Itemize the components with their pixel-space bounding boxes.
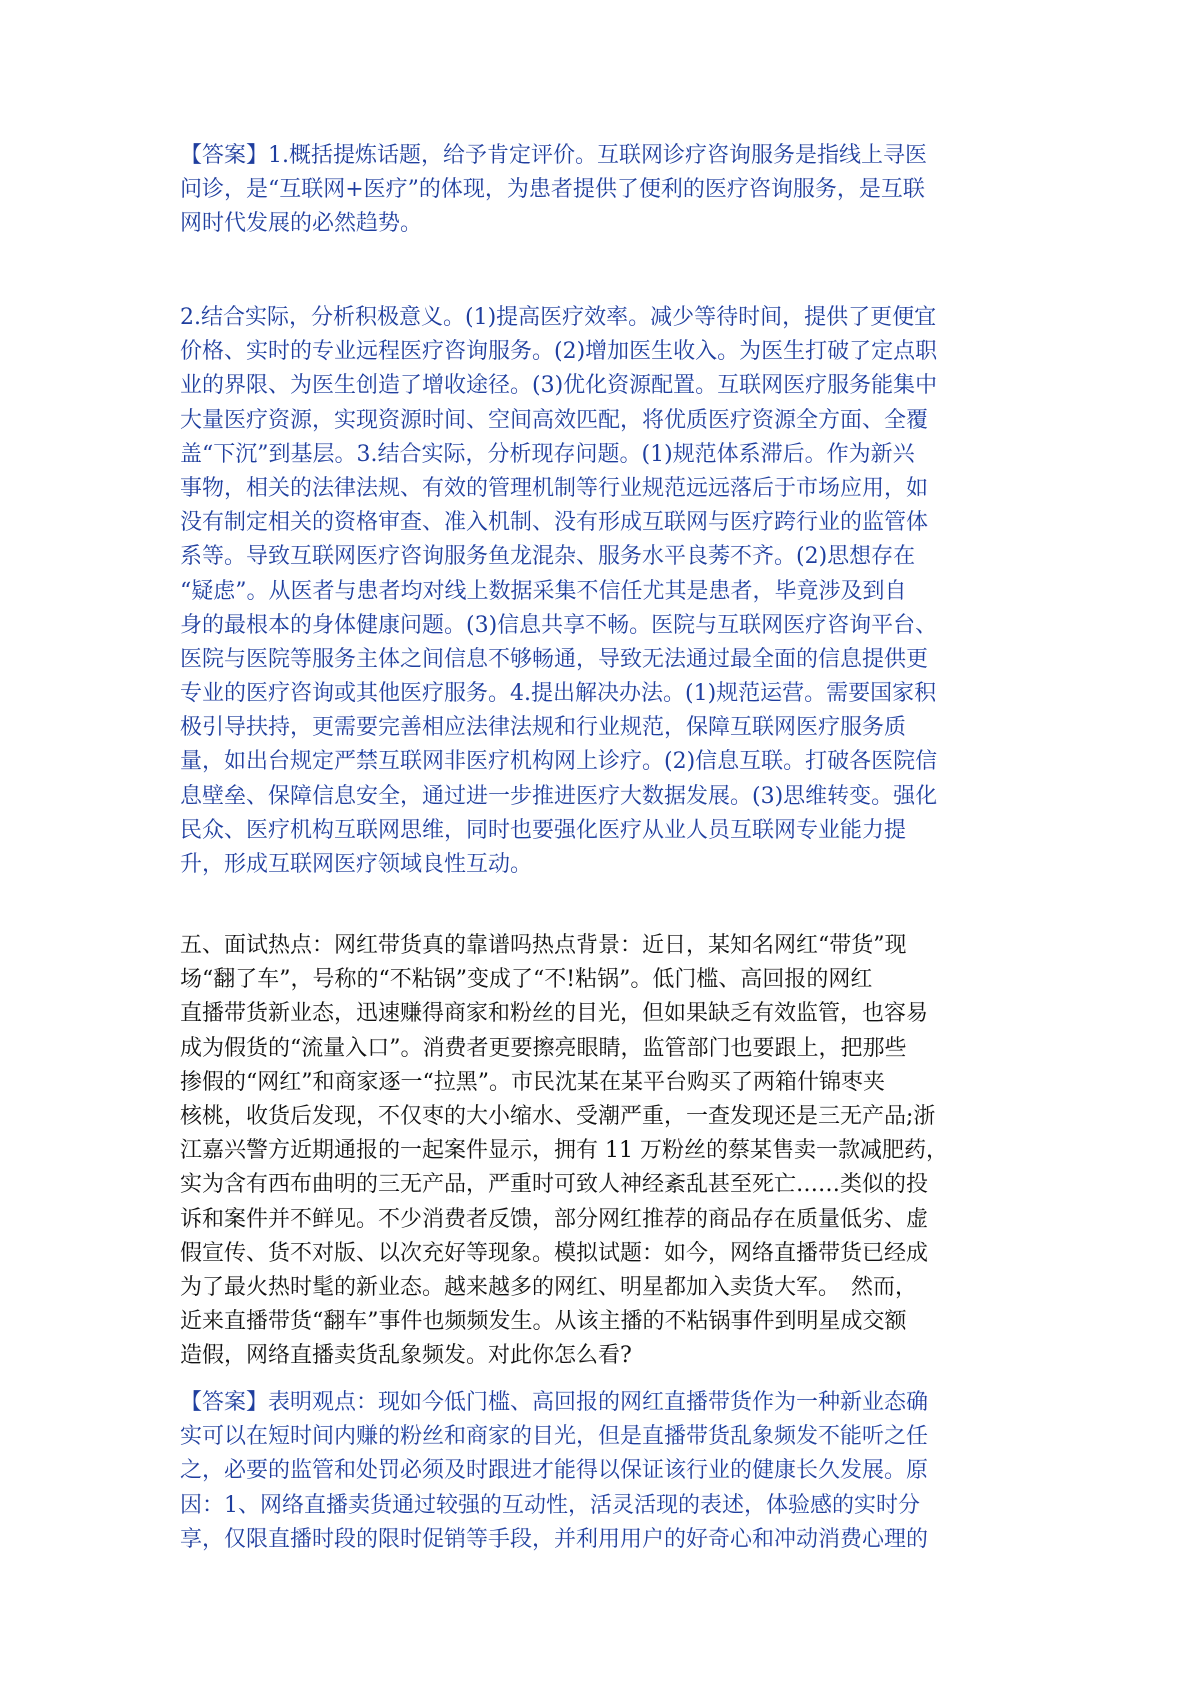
text-line: 息壁垒、保障信息安全，通过进一步推进医疗大数据发展。(3)思维转变。强化 bbox=[180, 783, 938, 809]
text-line: 掺假的“网红”和商家逐一“拉黑”。市民沈某在某平台购买了两箱什锦枣夹 bbox=[180, 1069, 885, 1095]
text-line: 成为假货的“流量入口”。消费者更要擦亮眼睛，监管部门也要跟上，把那些 bbox=[180, 1035, 907, 1061]
text-line: 网时代发展的必然趋势。 bbox=[180, 211, 423, 237]
text-line: 盖“下沉”到基层。3.结合实际，分析现存问题。(1)规范体系滞后。作为新兴 bbox=[180, 441, 915, 467]
text-line: 民众、医疗机构互联网思维，同时也要强化医疗从业人员互联网专业能力提 bbox=[180, 817, 907, 843]
text-line: 专业的医疗咨询或其他医疗服务。4.提出解决办法。(1)规范运营。需要国家积 bbox=[180, 681, 937, 707]
text-line: 价格、实时的专业远程医疗咨询服务。(2)增加医生收入。为医生打破了定点职 bbox=[180, 339, 938, 365]
question-section-5 bbox=[180, 929, 1060, 1373]
text-line: 量，如出台规定严禁互联网非医疗机构网上诊疗。(2)信息互联。打破各医院信 bbox=[180, 749, 938, 775]
text-line: 五、面试热点：网红带货真的靠谱吗热点背景：近日，某知名网红“带货”现 bbox=[180, 933, 907, 958]
text-line: 享，仅限直播时段的限时促销等手段，并利用用户的好奇心和冲动消费心理的 bbox=[180, 1526, 929, 1552]
text-line: 直播带货新业态，迅速赚得商家和粉丝的目光，但如果缺乏有效监管，也容易 bbox=[180, 1001, 929, 1027]
text-line: 2.结合实际，分析积极意义。(1)提高医疗效率。减少等待时间，提供了更便宜 bbox=[180, 305, 937, 330]
text-line: 【答案】1.概括提炼话题，给予肯定评价。互联网诊疗咨询服务是指线上寻医 bbox=[180, 143, 927, 168]
text-line: 因：1、网络直播卖货通过较强的互动性，活灵活现的表述，体验感的实时分 bbox=[180, 1492, 920, 1518]
text-line: 系等。导致互联网医疗咨询服务鱼龙混杂、服务水平良莠不齐。(2)思想存在 bbox=[180, 544, 916, 570]
text-line: 大量医疗资源，实现资源时间、空间高效匹配，将优质医疗资源全方面、全覆 bbox=[180, 407, 929, 433]
text-line: 没有制定相关的资格审查、准入机制、没有形成互联网与医疗跨行业的监管体 bbox=[180, 510, 929, 536]
text-line: 业的界限、为医生创造了增收途径。(3)优化资源配置。互联网医疗服务能集中 bbox=[180, 373, 938, 399]
text-line: 实为含有西布曲明的三无产品，严重时可致人神经紊乱甚至死亡……类似的投 bbox=[180, 1172, 929, 1198]
text-line: 江嘉兴警方近期通报的一起案件显示，拥有 11 万粉丝的蔡某售卖一款减肥药， bbox=[180, 1138, 948, 1164]
text-line: 【答案】表明观点：现如今低门槛、高回报的网红直播带货作为一种新业态确 bbox=[180, 1390, 929, 1415]
text-line: 身的最根本的身体健康问题。(3)信息共享不畅。医院与互联网医疗咨询平台、 bbox=[180, 612, 938, 638]
text-line: 诉和案件并不鲜见。不少消费者反馈，部分网红推荐的商品存在质量低劣、虚 bbox=[180, 1206, 929, 1232]
text-line: 极引导扶持，更需要完善相应法律法规和行业规范，保障互联网医疗服务质 bbox=[180, 715, 907, 741]
text-line: 事物，相关的法律法规、有效的管理机制等行业规范远远落后于市场应用，如 bbox=[180, 475, 929, 501]
answer-section-5 bbox=[180, 1386, 1060, 1557]
text-line: “疑虑”。从医者与患者均对线上数据采集不信任尤其是患者，毕竟涉及到自 bbox=[180, 578, 907, 604]
text-line: 医院与医院等服务主体之间信息不够畅通，导致无法通过最全面的信息提供更 bbox=[180, 646, 929, 672]
text-line: 之，必要的监管和处罚必须及时跟进才能得以保证该行业的健康长久发展。原 bbox=[180, 1458, 929, 1484]
text-line: 造假，网络直播卖货乱象频发。对此你怎么看? bbox=[180, 1343, 632, 1369]
text-line: 近来直播带货“翻车”事件也频频发生。从该主播的不粘锅事件到明星成交额 bbox=[180, 1309, 907, 1335]
text-line: 实可以在短时间内赚的粉丝和商家的目光，但是直播带货乱象频发不能听之任 bbox=[180, 1424, 929, 1450]
answer-section-1 bbox=[180, 139, 1060, 242]
text-line: 核桃，收货后发现，不仅枣的大小缩水、受潮严重，一查发现还是三无产品;浙 bbox=[180, 1103, 936, 1129]
text-line: 问诊，是“互联网+医疗”的体现，为患者提供了便利的医疗咨询服务，是互联 bbox=[180, 177, 925, 203]
text-line: 假宣传、货不对版、以次充好等现象。模拟试题：如今，网络直播带货已经成 bbox=[180, 1240, 929, 1266]
text-line: 场“翻了车”，号称的“不粘锅”变成了“不!粘锅”。低门槛、高回报的网红 bbox=[180, 967, 873, 993]
answer-section-2 bbox=[180, 301, 1060, 882]
text-line: 升，形成互联网医疗领域良性互动。 bbox=[180, 852, 533, 877]
text-line: 为了最火热时髦的新业态。越来越多的网红、明星都加入卖货大军。 然而， bbox=[180, 1274, 918, 1300]
